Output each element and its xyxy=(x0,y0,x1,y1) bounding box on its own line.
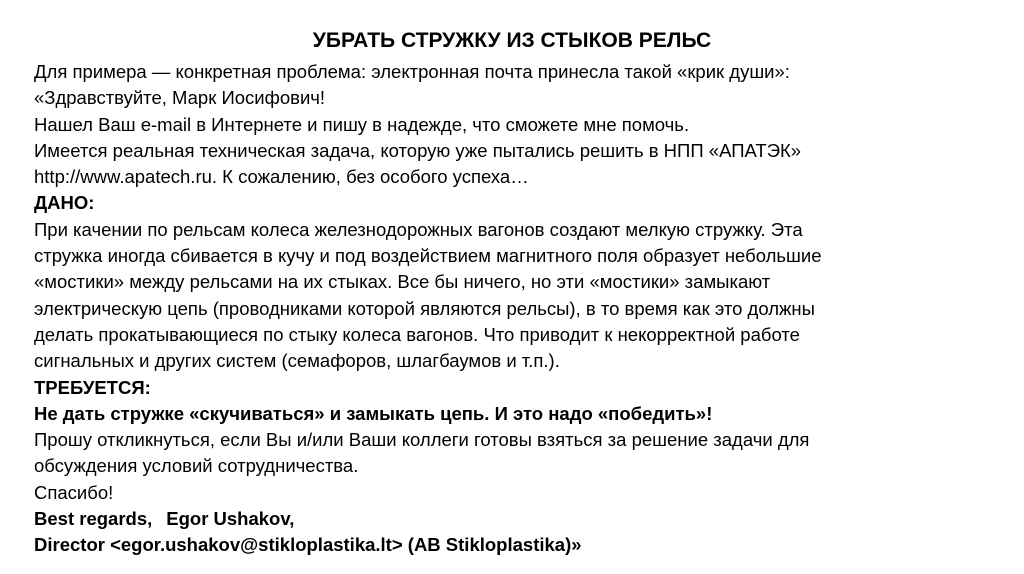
intro-line: Для примера — конкретная проблема: электронная почта принесла такой «крик души»: xyxy=(34,61,790,82)
given-text-line: При качении по рельсам колеса железнодорожных вагонов создают мелкую стружку. Эта xyxy=(34,218,803,240)
email-text-line: http://www.apatech.ru. К сожалению, без особого успеха… xyxy=(34,166,529,188)
slide-title: УБРАТЬ СТРУЖКУ ИЗ СТЫКОВ РЕЛЬС xyxy=(312,29,712,52)
required-heading: ТРЕБУЕТСЯ: xyxy=(34,376,151,398)
request-text-line: Прошу откликнуться, если Вы и/или Ваши коллеги готовы взяться за решение задачи для xyxy=(34,429,810,451)
signature-regards: Best regards, xyxy=(34,508,153,530)
signature-name: Egor Ushakov, xyxy=(166,508,295,530)
email-text-line: Нашел Ваш e-mail в Интернете и пишу в надежде, что сможете мне помочь. xyxy=(34,113,690,135)
given-text-line: стружка иногда сбивается в кучу и под воздействием магнитного поля образует небольшие xyxy=(34,245,822,267)
signature-director-line: Director <egor.ushakov@stikloplastika.lt> (AB Stikloplastika)» xyxy=(34,534,582,556)
email-text-line: Имеется реальная техническая задача, которую уже пытались решить в НПП «АПАТЭК» xyxy=(34,139,802,161)
slide-body xyxy=(34,59,994,559)
given-text-line: делать прокатывающиеся по стыку колеса вагонов. Что приводит к некорректной работе xyxy=(34,323,800,345)
given-heading: ДАНО: xyxy=(34,192,95,214)
request-text-line: обсуждения условий сотрудничества. xyxy=(34,455,359,477)
greeting-line: «Здравствуйте, Марк Иосифович! xyxy=(34,87,326,109)
signature-line xyxy=(34,506,994,532)
thanks-line: Спасибо! xyxy=(34,481,114,503)
requirement-line: Не дать стружке «скучиваться» и замыкать цепь. И это надо «победить»! xyxy=(34,402,713,424)
given-text-line: «мостики» между рельсами на их стыках. Все бы ничего, но эти «мостики» замыкают xyxy=(34,271,771,293)
given-text-line: сигнальных и других систем (семафоров, шлагбаумов и т.п.). xyxy=(34,350,560,372)
given-text-line: электрическую цепь (проводниками которой являются рельсы), в то время как это должны xyxy=(34,297,815,319)
